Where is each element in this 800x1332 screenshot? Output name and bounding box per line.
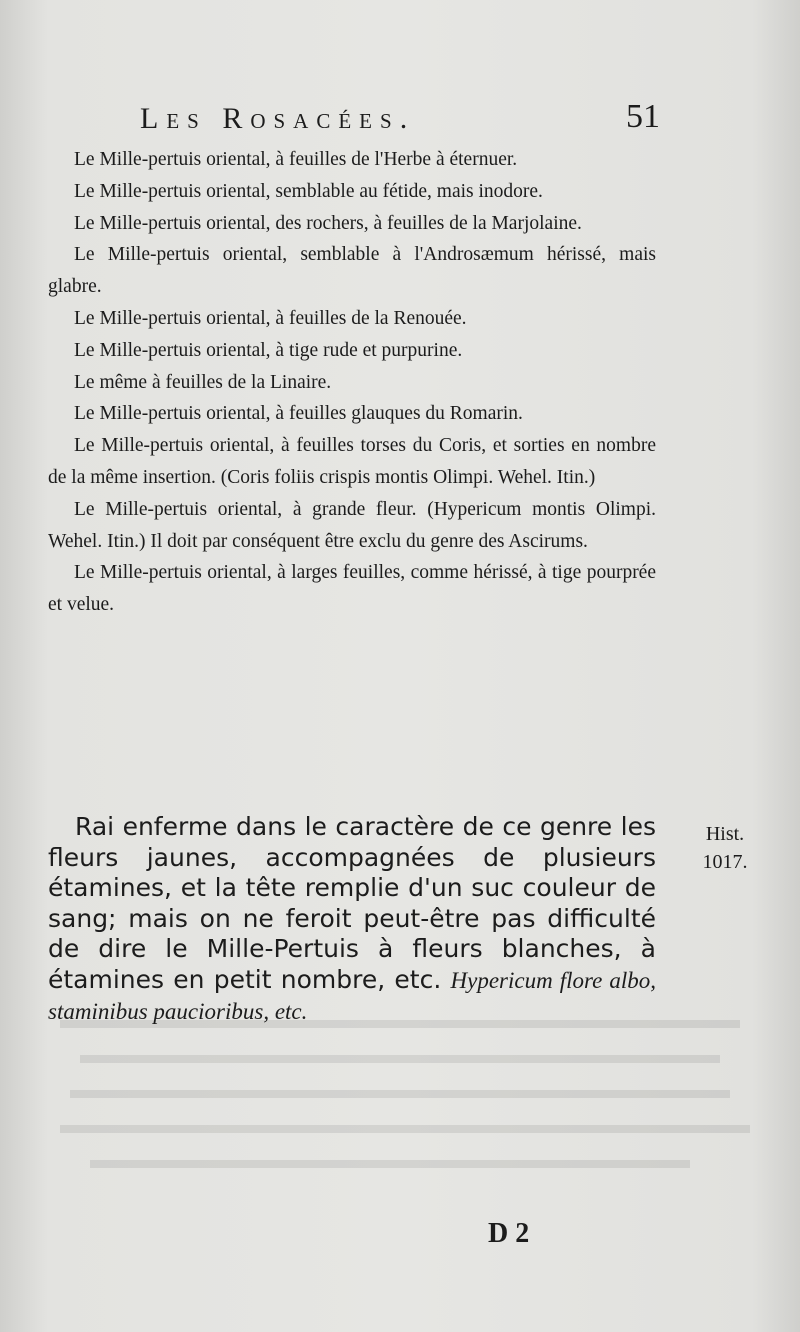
species-list xyxy=(48,144,656,621)
page-header xyxy=(140,98,660,142)
list-item: Le Mille-pertuis oriental, à feuilles torses du Coris, et sorties en nombre de la même insertion. (Coris foliis crispis montis Olimpi. Wehel. Itin.) xyxy=(48,435,656,488)
margin-note-line: Hist. xyxy=(705,823,745,845)
bleed-through-texture xyxy=(60,1010,760,1200)
list-item: Le Mille-pertuis oriental, à feuilles de l'Herbe à éternuer. xyxy=(74,149,518,170)
running-title: Les Rosacées. xyxy=(140,102,416,135)
list-item: Le même à feuilles de la Linaire. xyxy=(74,371,332,393)
margin-note-line: 1017. xyxy=(702,851,748,873)
list-item: Le Mille-pertuis oriental, à grande fleur. (Hypericum montis Olimpi. Wehel. Itin.) Il doit par conséquent être exclu du genre des Ascirums. xyxy=(48,498,656,552)
list-item: Le Mille-pertuis oriental, à larges feuilles, comme hérissé, à tige pourprée et velue. xyxy=(48,562,656,616)
list-item: Le Mille-pertuis oriental, à feuilles glauques du Romarin. xyxy=(74,403,523,425)
list-item: Le Mille-pertuis oriental, semblable au fétide, mais inodore. xyxy=(74,180,543,202)
signature-mark: D 2 xyxy=(488,1218,530,1249)
margin-note xyxy=(690,820,760,876)
page-number: 51 xyxy=(626,98,660,135)
latin-name: Hypericum flore albo, staminibus paucioribus, etc. xyxy=(48,967,656,1024)
list-item: Le Mille-pertuis oriental, semblable à l'Androsæmum hérissé, mais glabre. xyxy=(48,244,656,298)
main-paragraph xyxy=(48,812,656,1028)
list-item: Le Mille-pertuis oriental, à tige rude et purpurine. xyxy=(74,339,463,361)
paragraph-text: Rai enferme dans le caractère de ce genre les fleurs jaunes, accompagnées de plusieurs étamines, et la tête remplie d'un suc couleur de sang; mais on ne feroit peut-être pas difficulté de dire le Mille-Pertuis à fleurs blanches, à étamines en petit nombre, etc. xyxy=(48,812,656,994)
list-item: Le Mille-pertuis oriental, des rochers, à feuilles de la Marjolaine. xyxy=(74,212,582,234)
list-item: Le Mille-pertuis oriental, à feuilles de la Renouée. xyxy=(74,307,467,329)
